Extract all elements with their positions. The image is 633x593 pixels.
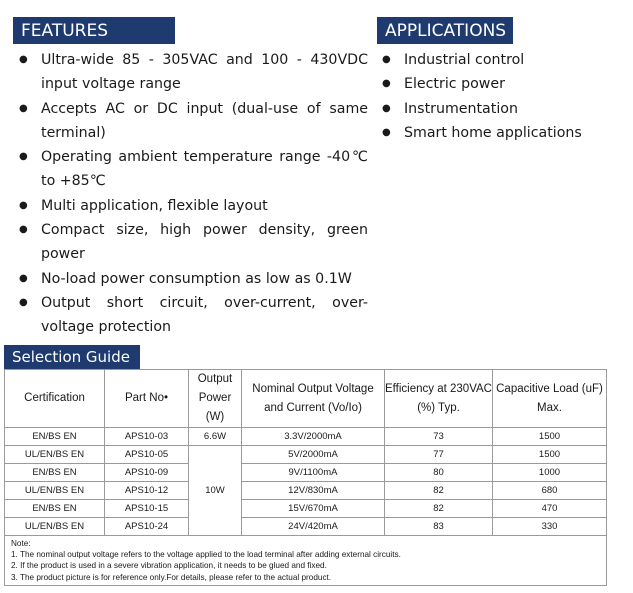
application-item: ● Industrial control [381,48,621,72]
applications-header [377,17,513,44]
cell-part-no: APS10-09 [105,464,189,482]
features-list [18,48,368,340]
cell-part-no: APS10-03 [105,428,189,446]
cell-efficiency: 73 [385,428,493,446]
cell-part-no: APS10-24 [105,518,189,536]
cell-capacitive-load: 680 [493,482,607,500]
notes-cell [5,536,607,586]
header-output-power: Output Power (W) [189,370,242,428]
feature-item: ● Operating ambient temperature range -40℃ to +85℃ [18,145,368,194]
cell-part-no: APS10-05 [105,446,189,464]
cell-capacitive-load: 330 [493,518,607,536]
features-header [13,17,175,44]
feature-item: ● Compact size, high power density, green power [18,218,368,267]
cell-capacitive-load: 1500 [493,428,607,446]
table-row [5,482,607,500]
note-line: 2. If the product is used in a severe vibration application, it needs to be glued and fixed. [11,561,327,571]
cell-nominal: 3.3V/2000mA [242,428,385,446]
feature-item: ● Ultra-wide 85 - 305VAC and 100 - 430VDC input voltage range [18,48,368,97]
table-header-row [5,370,607,428]
cell-capacitive-load: 470 [493,500,607,518]
table-row [5,518,607,536]
cell-certification: EN/BS EN [5,500,105,518]
selection-guide-title: Selection Guide [12,348,130,366]
cell-nominal: 9V/1100mA [242,464,385,482]
cell-capacitive-load: 1500 [493,446,607,464]
application-item: ● Electric power [381,72,621,96]
selection-guide-table [4,369,607,586]
note-line: 3. The product picture is for reference only.For details, please refer to the actual product. [11,572,332,582]
table-row [5,428,607,446]
feature-item: ● No-load power consumption as low as 0.1W [18,267,368,291]
cell-capacitive-load: 1000 [493,464,607,482]
notes-row [5,536,607,586]
table-row [5,500,607,518]
features-title: FEATURES [21,20,109,41]
cell-part-no: APS10-12 [105,482,189,500]
feature-item: ● Multi application, flexible layout [18,194,368,218]
cell-certification: UL/EN/BS EN [5,446,105,464]
table-row [5,446,607,464]
applications-title: APPLICATIONS [385,20,507,41]
application-item: ● Smart home applications [381,121,621,145]
applications-list [381,48,621,145]
cell-output-power: 10W [189,446,242,536]
cell-certification: EN/BS EN [5,428,105,446]
cell-efficiency: 77 [385,446,493,464]
cell-nominal: 12V/830mA [242,482,385,500]
cell-efficiency: 83 [385,518,493,536]
header-certification: Certification [5,370,105,428]
header-capacitive-load: Capacitive Load (uF) Max. [493,370,607,428]
note-line: 1. The nominal output voltage refers to the voltage applied to the load terminal after adding external circuits. [11,550,401,560]
cell-efficiency: 82 [385,500,493,518]
cell-part-no: APS10-15 [105,500,189,518]
cell-output-power: 6.6W [189,428,242,446]
header-efficiency: Efficiency at 230VAC (%) Typ. [385,370,493,428]
table-row [5,464,607,482]
header-part-no: Part No• [105,370,189,428]
cell-certification: UL/EN/BS EN [5,482,105,500]
cell-efficiency: 80 [385,464,493,482]
header-nominal-output: Nominal Output Voltage and Current (Vo/Io) [242,370,385,428]
note-heading: Note: [11,539,31,548]
cell-nominal: 24V/420mA [242,518,385,536]
feature-item: ● Output short circuit, over-current, over-voltage protection [18,291,368,340]
selection-guide-header [4,345,140,369]
cell-nominal: 15V/670mA [242,500,385,518]
cell-efficiency: 82 [385,482,493,500]
cell-certification: EN/BS EN [5,464,105,482]
cell-nominal: 5V/2000mA [242,446,385,464]
feature-item: ● Accepts AC or DC input (dual-use of same terminal) [18,97,368,146]
cell-certification: UL/EN/BS EN [5,518,105,536]
application-item: ● Instrumentation [381,97,621,121]
